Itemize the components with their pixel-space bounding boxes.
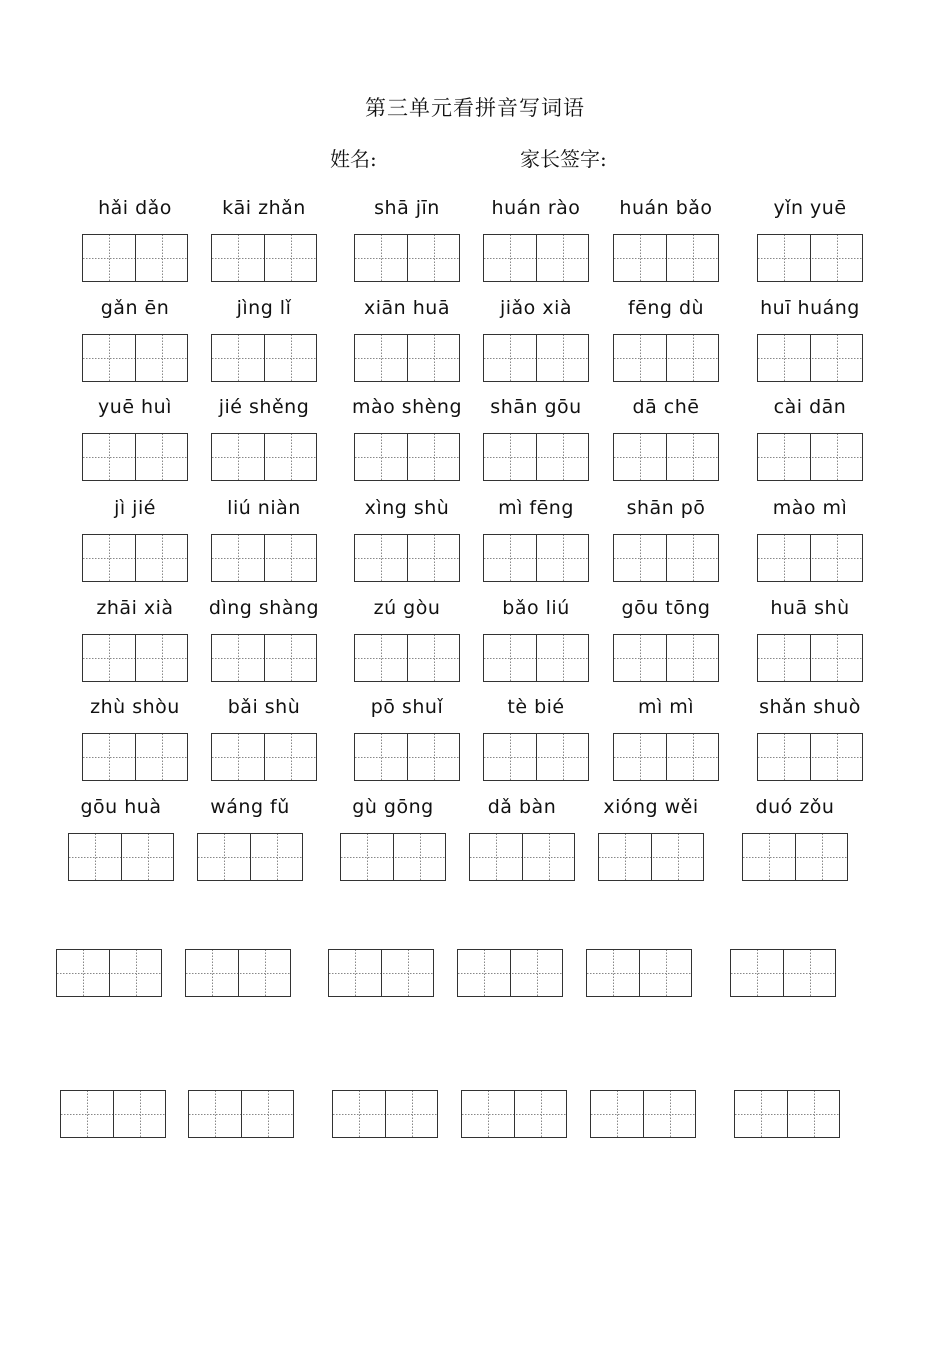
writing-box[interactable] (82, 234, 188, 282)
writing-box[interactable] (742, 833, 848, 881)
writing-box[interactable] (598, 833, 704, 881)
writing-box[interactable] (354, 234, 460, 282)
pinyin-label: duó zǒu (755, 796, 835, 818)
writing-box[interactable] (211, 634, 317, 682)
blank-writing-box[interactable] (328, 949, 434, 997)
pinyin-label: jiǎo xià (499, 297, 573, 319)
writing-box[interactable] (211, 334, 317, 382)
writing-box[interactable] (211, 733, 317, 781)
pinyin-label: jì jié (114, 497, 156, 519)
writing-box[interactable] (211, 433, 317, 481)
writing-box[interactable] (82, 334, 188, 382)
writing-box[interactable] (82, 433, 188, 481)
writing-box[interactable] (354, 433, 460, 481)
writing-box[interactable] (211, 234, 317, 282)
writing-box[interactable] (757, 534, 863, 582)
blank-writing-box[interactable] (730, 949, 836, 997)
pinyin-label: huī huáng (760, 297, 860, 319)
writing-box[interactable] (483, 234, 589, 282)
writing-box[interactable] (354, 534, 460, 582)
pinyin-label: cài dān (773, 396, 847, 418)
pinyin-label: gù gōng (352, 796, 434, 818)
parent-signature-label: 家长签字: (520, 147, 607, 171)
pinyin-label: tè bié (507, 696, 565, 718)
pinyin-label: xiān huā (364, 297, 450, 319)
blank-writing-box[interactable] (590, 1090, 696, 1138)
writing-box[interactable] (483, 634, 589, 682)
pinyin-label: mì mì (637, 696, 695, 718)
writing-box[interactable] (757, 433, 863, 481)
writing-box[interactable] (354, 334, 460, 382)
writing-box[interactable] (757, 733, 863, 781)
writing-box[interactable] (82, 534, 188, 582)
pinyin-label: jié shěng (218, 396, 310, 418)
writing-box[interactable] (483, 733, 589, 781)
blank-writing-box[interactable] (586, 949, 692, 997)
blank-writing-box[interactable] (188, 1090, 294, 1138)
pinyin-label: dā chē (632, 396, 700, 418)
pinyin-label: kāi zhǎn (222, 197, 306, 219)
pinyin-label: zhāi xià (96, 597, 174, 619)
writing-box[interactable] (613, 334, 719, 382)
pinyin-label: gǎn ēn (100, 297, 170, 319)
pinyin-label: gōu huà (80, 796, 162, 818)
pinyin-label: jìng lǐ (236, 297, 292, 319)
pinyin-label: huán rào (491, 197, 581, 219)
writing-box[interactable] (757, 634, 863, 682)
writing-box[interactable] (613, 634, 719, 682)
pinyin-label: hǎi dǎo (98, 197, 172, 219)
writing-box[interactable] (613, 534, 719, 582)
pinyin-label: bǎo liú (502, 597, 570, 619)
pinyin-label: liú niàn (227, 497, 301, 519)
pinyin-label: mào shèng (351, 396, 463, 418)
blank-writing-box[interactable] (56, 949, 162, 997)
pinyin-label: mì fēng (498, 497, 574, 519)
pinyin-label: bǎi shù (227, 696, 301, 718)
writing-box[interactable] (757, 334, 863, 382)
writing-box[interactable] (613, 433, 719, 481)
pinyin-label: pō shuǐ (370, 696, 444, 718)
blank-writing-box[interactable] (332, 1090, 438, 1138)
pinyin-label: xióng wěi (603, 796, 699, 818)
pinyin-label: shā jīn (374, 197, 440, 219)
pinyin-label: xìng shù (364, 497, 450, 519)
name-label: 姓名: (330, 147, 377, 171)
pinyin-label: huán bǎo (619, 197, 713, 219)
writing-box[interactable] (211, 534, 317, 582)
pinyin-label: shān pō (626, 497, 706, 519)
writing-box[interactable] (483, 433, 589, 481)
writing-box[interactable] (82, 733, 188, 781)
pinyin-label: dìng shàng (208, 597, 320, 619)
writing-box[interactable] (613, 733, 719, 781)
blank-writing-box[interactable] (60, 1090, 166, 1138)
pinyin-label: zhù shòu (90, 696, 180, 718)
blank-writing-box[interactable] (734, 1090, 840, 1138)
page-title: 第三单元看拼音写词语 (365, 96, 585, 120)
pinyin-label: shǎn shuò (759, 696, 861, 718)
pinyin-label: fēng dù (627, 297, 705, 319)
writing-box[interactable] (483, 534, 589, 582)
writing-box[interactable] (483, 334, 589, 382)
pinyin-label: zú gòu (373, 597, 441, 619)
blank-writing-box[interactable] (457, 949, 563, 997)
writing-box[interactable] (68, 833, 174, 881)
writing-box[interactable] (469, 833, 575, 881)
writing-box[interactable] (354, 733, 460, 781)
pinyin-label: yǐn yuē (773, 197, 847, 219)
writing-box[interactable] (613, 234, 719, 282)
writing-box[interactable] (354, 634, 460, 682)
writing-box[interactable] (340, 833, 446, 881)
writing-box[interactable] (757, 234, 863, 282)
pinyin-label: shān gōu (490, 396, 582, 418)
blank-writing-box[interactable] (185, 949, 291, 997)
pinyin-label: yuē huì (98, 396, 172, 418)
blank-writing-box[interactable] (461, 1090, 567, 1138)
pinyin-label: mào mì (772, 497, 848, 519)
pinyin-label: gōu tōng (621, 597, 711, 619)
writing-box[interactable] (82, 634, 188, 682)
pinyin-label: dǎ bàn (487, 796, 557, 818)
writing-box[interactable] (197, 833, 303, 881)
pinyin-label: wáng fǔ (210, 796, 290, 818)
pinyin-label: huā shù (770, 597, 850, 619)
